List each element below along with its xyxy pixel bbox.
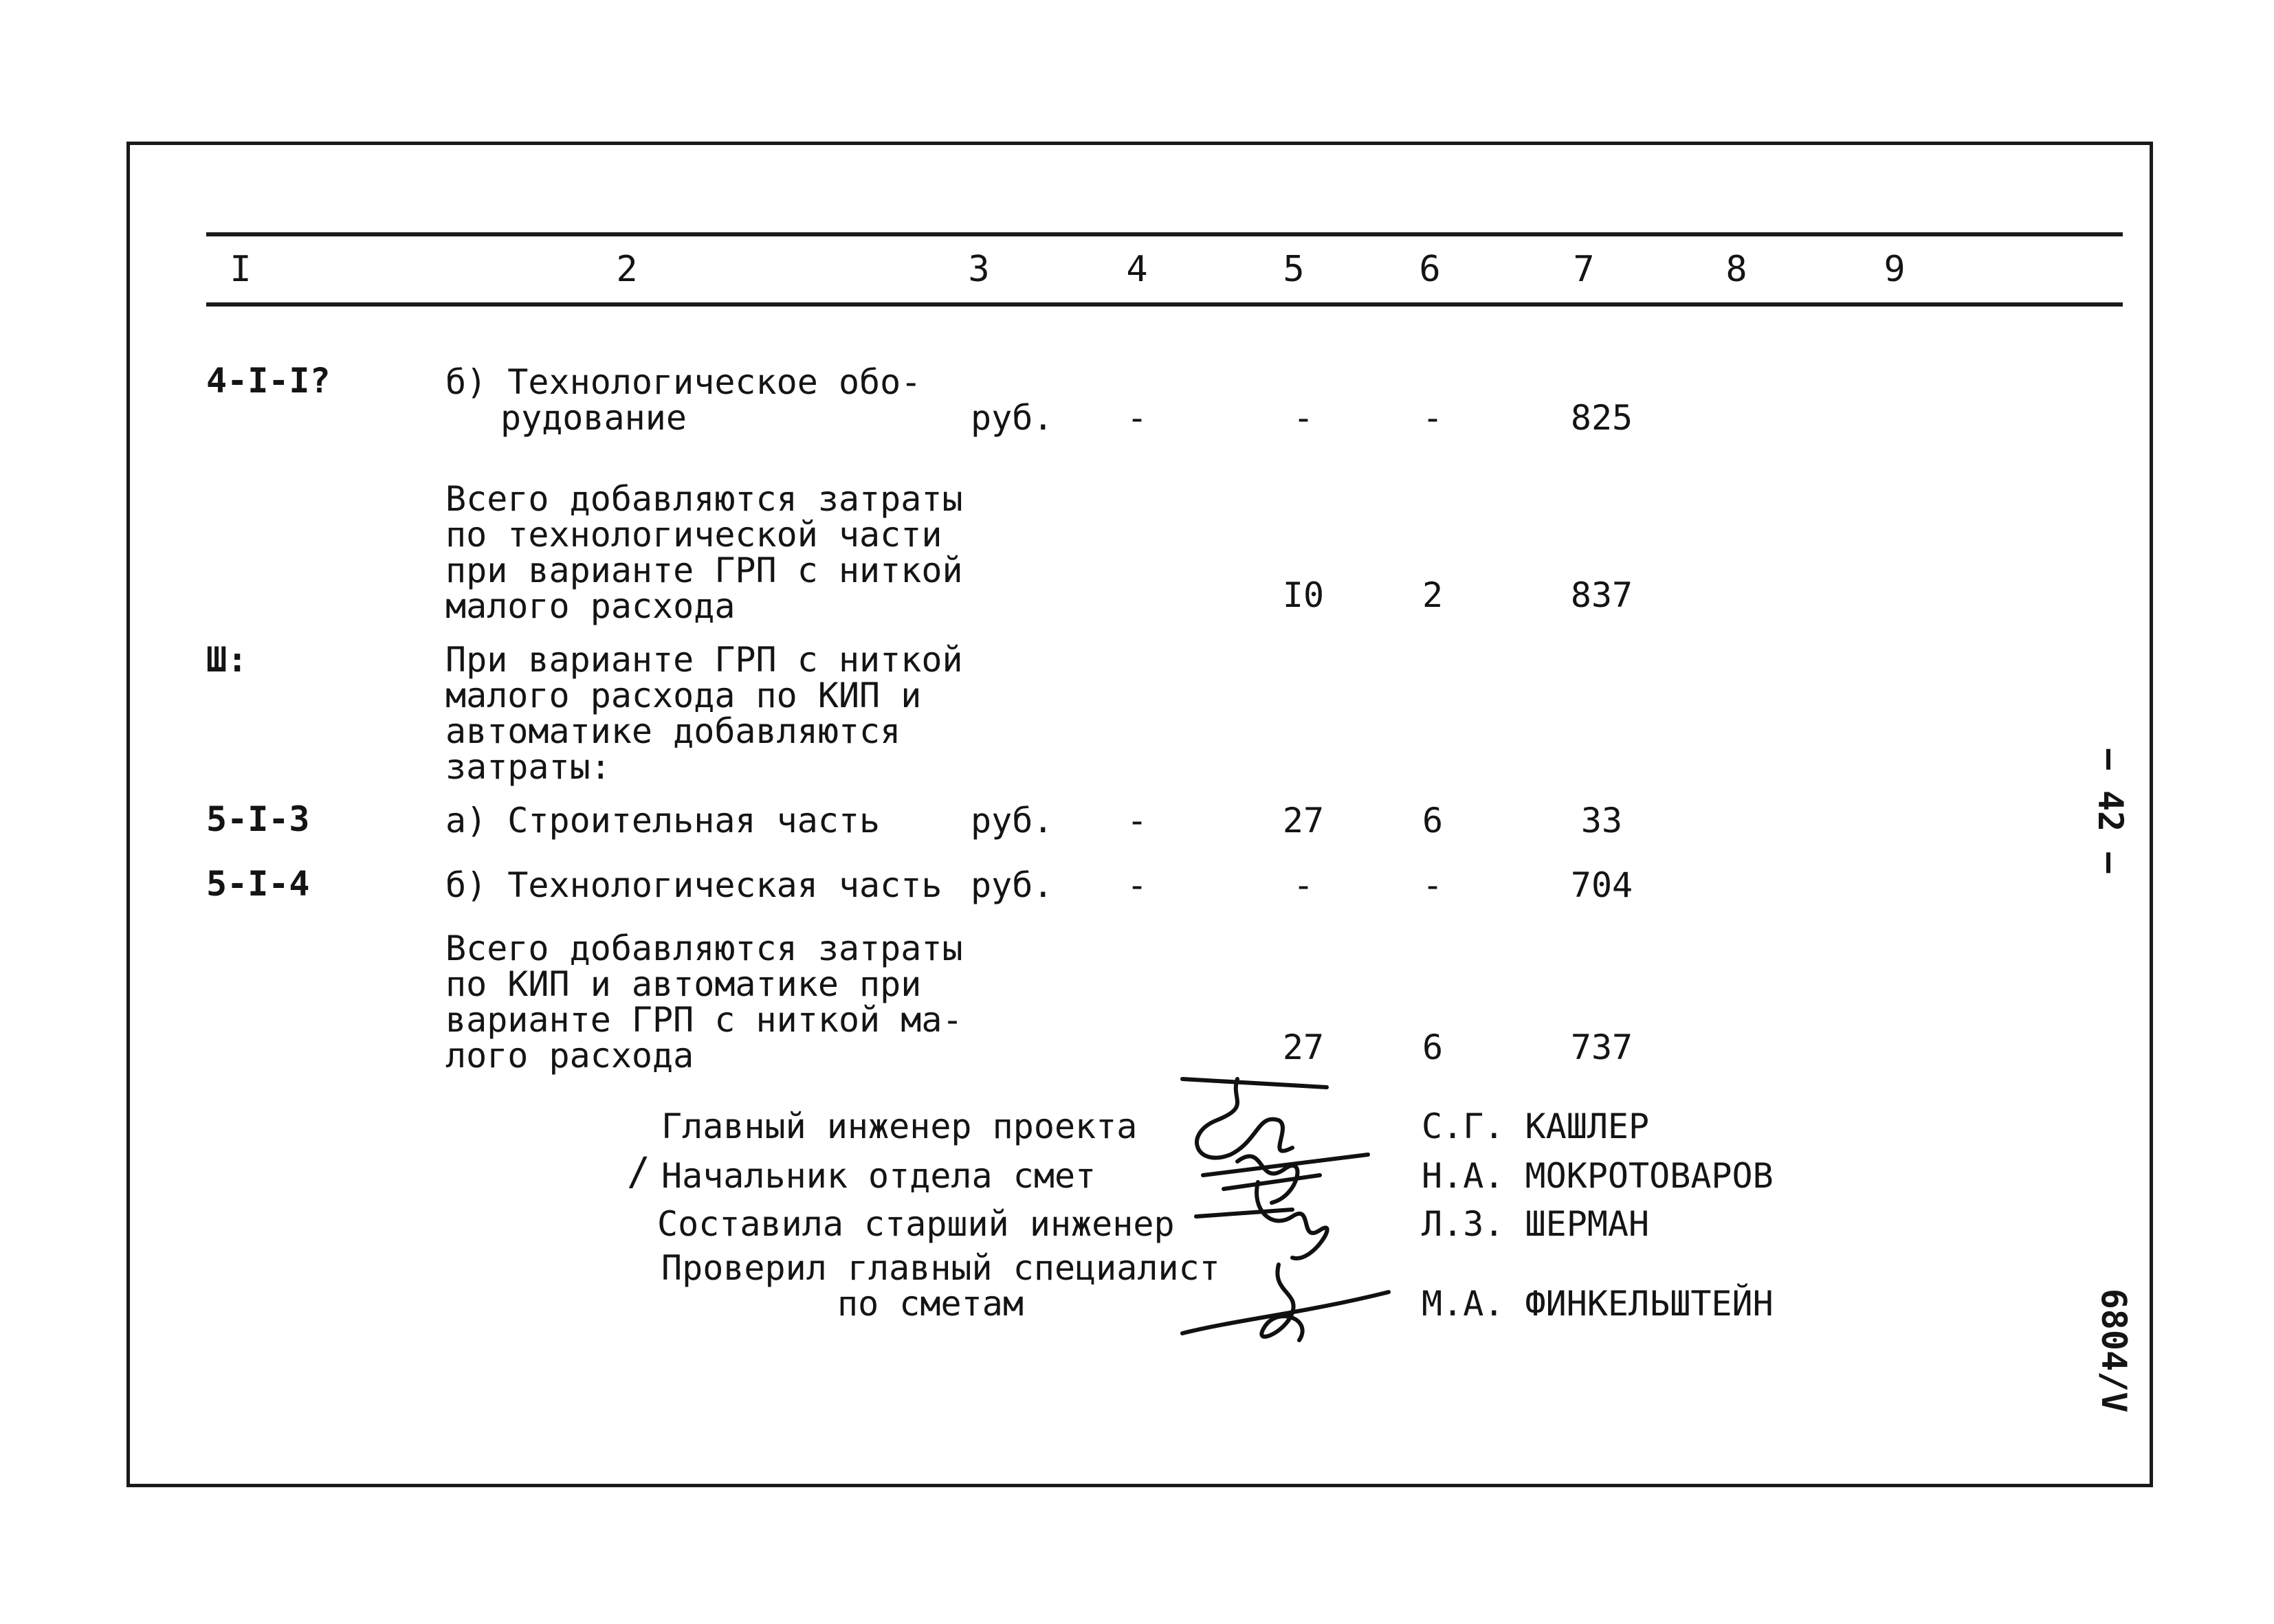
row-description-line: затраты: bbox=[445, 747, 611, 787]
document-code-text: 6804/V bbox=[2094, 1288, 2134, 1413]
row-col6: 2 bbox=[1422, 575, 1444, 615]
signature-4 bbox=[1182, 1265, 1389, 1340]
row-description-line: б) Технологическая часть bbox=[445, 865, 942, 905]
row-description bbox=[445, 801, 954, 841]
row-col7: 837 bbox=[1570, 575, 1633, 615]
document-code bbox=[2083, 1258, 2145, 1443]
row-col7: 704 bbox=[1570, 865, 1633, 905]
row-description-line: Всего добавляются затраты bbox=[445, 928, 963, 968]
row-description-line: малого расхода bbox=[445, 586, 736, 626]
row-col5: I0 bbox=[1282, 575, 1325, 615]
row-unit: руб. bbox=[971, 398, 1054, 438]
margin-mark: / bbox=[627, 1150, 650, 1194]
row-description-line: по технологической части bbox=[445, 515, 942, 555]
signoff-title: по сметам bbox=[837, 1284, 1024, 1324]
row-description-line: Всего добавляются затраты bbox=[445, 479, 963, 519]
row-description-line: рудование bbox=[500, 398, 687, 438]
column-header-8: 8 bbox=[1725, 249, 1747, 290]
row-code: Ш: bbox=[206, 640, 248, 680]
row-col7: 825 bbox=[1570, 398, 1633, 438]
row-col6: - bbox=[1422, 865, 1444, 905]
row-code: 5-I-4 bbox=[206, 864, 310, 904]
row-description-line: а) Строительная часть bbox=[445, 801, 881, 841]
column-header-2: 2 bbox=[616, 249, 638, 290]
signoff-name: Л.З. ШЕРМАН bbox=[1422, 1204, 1650, 1244]
column-header-6: 6 bbox=[1419, 249, 1441, 290]
row-code: 4-I-I? bbox=[206, 361, 331, 401]
row-col4: - bbox=[1126, 398, 1148, 438]
signoff-title: Проверил главный специалист bbox=[661, 1248, 1220, 1288]
signoff-name: Н.А. МОКРОТОВАРОВ bbox=[1422, 1156, 1774, 1196]
signature-1 bbox=[1182, 1079, 1327, 1158]
column-header-3: 3 bbox=[968, 249, 990, 290]
row-code: 5-I-3 bbox=[206, 799, 310, 839]
column-header-4: 4 bbox=[1126, 249, 1148, 290]
row-description bbox=[445, 479, 963, 626]
row-description-line: при варианте ГРП с ниткой bbox=[445, 550, 963, 590]
row-col4: - bbox=[1126, 865, 1148, 905]
row-description bbox=[445, 364, 954, 436]
row-description-line: лого расхода bbox=[445, 1036, 694, 1076]
row-description bbox=[445, 928, 963, 1076]
signoff-title: Главный инженер проекта bbox=[661, 1106, 1138, 1146]
page-number-text: — 42 — bbox=[2090, 748, 2130, 874]
row-col5: 27 bbox=[1282, 801, 1325, 841]
row-description-line: варианте ГРП с ниткой ма- bbox=[445, 1000, 963, 1040]
table-header-rule-bottom bbox=[206, 302, 2123, 307]
page-number bbox=[2083, 742, 2138, 880]
signature-2 bbox=[1203, 1155, 1368, 1203]
row-col5: 27 bbox=[1282, 1027, 1325, 1067]
column-header-9: 9 bbox=[1884, 249, 1906, 290]
row-description-line: автоматике добавляются bbox=[445, 711, 901, 751]
signoff-name: М.А. ФИНКЕЛЬШТЕЙН bbox=[1422, 1284, 1774, 1324]
signoff-name: С.Г. КАШЛЕР bbox=[1422, 1106, 1650, 1146]
row-description-line: по КИП и автоматике при bbox=[445, 964, 922, 1004]
column-header-7: 7 bbox=[1573, 249, 1595, 290]
row-col5: - bbox=[1292, 398, 1314, 438]
row-col6: 6 bbox=[1422, 1027, 1444, 1067]
row-col5: - bbox=[1292, 865, 1314, 905]
column-header-5: 5 bbox=[1283, 249, 1305, 290]
handwritten-signatures-image bbox=[1155, 1058, 1402, 1361]
signoff-title: Составила старший инженер bbox=[657, 1204, 1175, 1244]
signature-3 bbox=[1196, 1182, 1327, 1258]
row-col7: 737 bbox=[1570, 1027, 1633, 1067]
column-header-1: I bbox=[230, 249, 252, 290]
row-description-line: б) Технологическое обо- bbox=[445, 362, 922, 402]
row-col4: - bbox=[1126, 801, 1148, 841]
row-description bbox=[445, 867, 954, 903]
signoff-title: Начальник отдела смет bbox=[661, 1156, 1096, 1196]
row-col6: - bbox=[1422, 398, 1444, 438]
row-unit: руб. bbox=[971, 865, 1054, 905]
row-description bbox=[445, 640, 963, 787]
row-description-line: малого расхода по КИП и bbox=[445, 676, 922, 715]
table-header-rule-top bbox=[206, 232, 2123, 236]
row-unit: руб. bbox=[971, 801, 1054, 841]
row-col6: 6 bbox=[1422, 801, 1444, 841]
row-description-line: При варианте ГРП с ниткой bbox=[445, 640, 963, 680]
row-col7: 33 bbox=[1580, 801, 1623, 841]
